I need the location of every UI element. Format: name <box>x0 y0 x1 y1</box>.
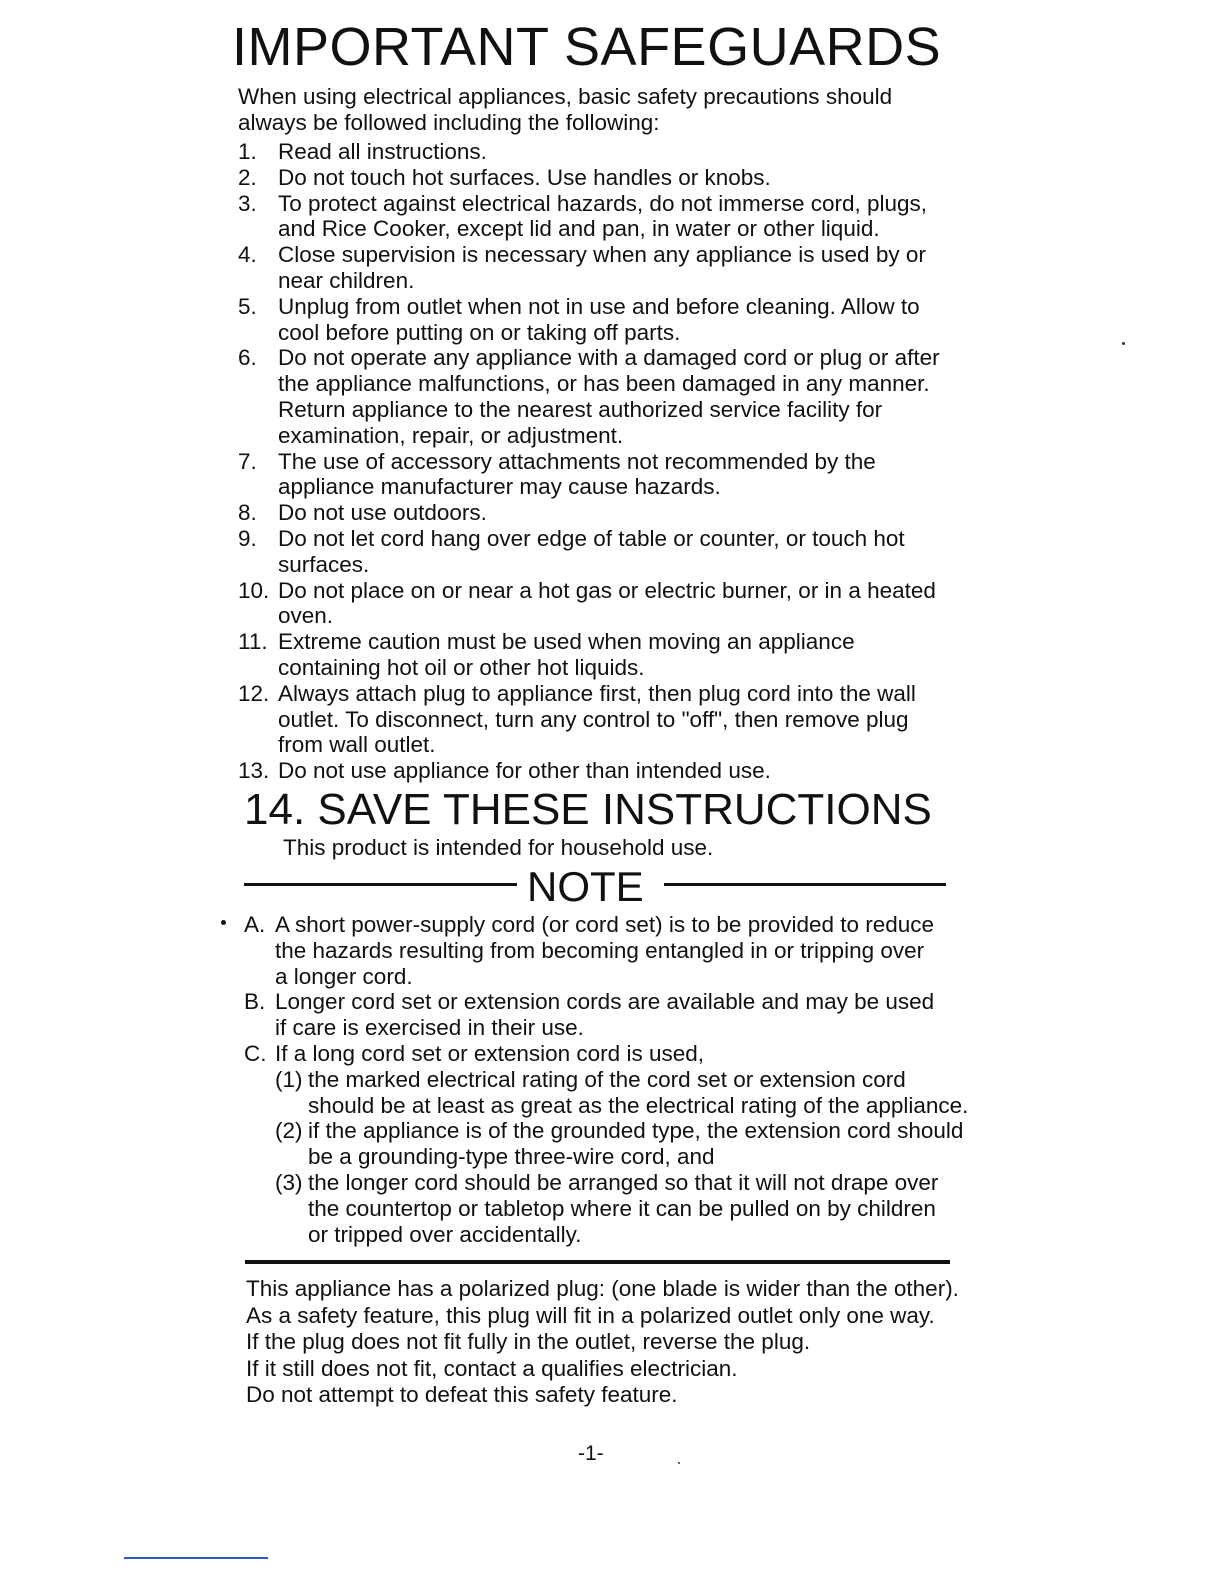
note-subitem-text: if the appliance is of the grounded type, the extension cord should <box>308 1118 964 1144</box>
scan-speck <box>678 1462 680 1464</box>
bullet-mark <box>221 920 226 925</box>
list-item-number: 8. <box>238 500 257 526</box>
intro-paragraph <box>238 84 958 136</box>
list-item <box>238 449 968 501</box>
list-item-text: Unplug from outlet when not in use and before cleaning. Allow to <box>278 293 920 319</box>
list-item-number: 2. <box>238 164 257 190</box>
list-item <box>238 242 968 294</box>
list-item-text: Do not operate any appliance with a damaged cord or plug or after <box>278 345 940 371</box>
list-item-text: near children. <box>278 267 415 293</box>
list-item <box>238 165 968 191</box>
list-item-number: 5. <box>238 293 257 319</box>
list-item-number: 12. <box>238 680 270 706</box>
note-divider-left <box>244 883 517 886</box>
list-item-text: Close supervision is necessary when any appliance is used by or <box>278 242 926 268</box>
list-item-number: 9. <box>238 525 257 551</box>
note-subitem <box>275 1066 969 1119</box>
note-divider-right <box>664 883 946 886</box>
list-item-text: outlet. To disconnect, turn any control to "off", then remove plug <box>278 706 909 732</box>
note-subitem-text: should be at least as great as the electrical rating of the appliance. <box>308 1092 969 1118</box>
list-item-number: 7. <box>238 448 257 474</box>
list-item-text: from wall outlet. <box>278 732 436 758</box>
list-item <box>238 500 968 526</box>
note-heading: NOTE <box>527 863 644 910</box>
intro-line: always be followed including the following: <box>238 110 660 135</box>
list-item-text: Return appliance to the nearest authorized service facility for <box>278 396 883 422</box>
polarized-line: If the plug does not fit fully in the outlet, reverse the plug. <box>246 1329 811 1354</box>
list-item <box>238 681 968 758</box>
scan-artifact-line <box>124 1557 268 1559</box>
polarized-line: As a safety feature, this plug will fit in a polarized outlet only one way. <box>246 1302 935 1328</box>
list-item <box>238 578 968 630</box>
note-item-letter: C. <box>244 1040 267 1066</box>
note-subitem-number: (2) <box>275 1118 303 1144</box>
note-item-text: If a long cord set or extension cord is used, <box>275 1040 704 1066</box>
note-subitem-text: the marked electrical rating of the cord set or extension cord <box>308 1066 906 1092</box>
note-subitem <box>275 1170 964 1247</box>
list-item <box>238 758 968 784</box>
list-item-text: Read all instructions. <box>278 139 487 164</box>
note-subitem-text: be a grounding-type three-wire cord, and <box>308 1144 715 1170</box>
list-item <box>238 526 968 578</box>
note-subitem-text: or tripped over accidentally. <box>308 1221 582 1247</box>
list-item-text: Always attach plug to appliance first, then plug cord into the wall <box>278 680 916 706</box>
note-item-text: A short power-supply cord (or cord set) is to be provided to reduce <box>275 912 935 937</box>
list-item-text: oven. <box>278 603 334 629</box>
list-item-text: Do not let cord hang over edge of table or counter, or touch hot <box>278 525 905 551</box>
page-title: IMPORTANT SAFEGUARDS <box>232 17 942 77</box>
list-item-text: Do not use outdoors. <box>278 500 487 526</box>
polarized-line: If it still does not fit, contact a qualifies electrician. <box>246 1355 738 1381</box>
polarized-plug-paragraph <box>246 1276 966 1409</box>
list-item-number: 3. <box>238 190 257 216</box>
list-item-text: Do not use appliance for other than intended use. <box>278 758 771 784</box>
note-item-text: a longer cord. <box>275 963 413 989</box>
list-item-number: 1. <box>238 139 257 164</box>
safeguards-list <box>238 139 968 784</box>
list-item-number: 4. <box>238 242 257 268</box>
note-item <box>244 989 964 1041</box>
page-number: -1- <box>578 1442 604 1465</box>
list-item-text: examination, repair, or adjustment. <box>278 422 624 448</box>
list-item-number: 11. <box>238 629 268 655</box>
list-item-text: Do not touch hot surfaces. Use handles or knobs. <box>278 164 771 190</box>
list-item-text: the appliance malfunctions, or has been damaged in any manner. <box>278 371 930 397</box>
list-item-number: 13. <box>238 758 270 784</box>
list-item <box>238 345 968 448</box>
note-item-letter: A. <box>244 912 266 937</box>
note-list <box>244 912 969 1247</box>
list-item-text: and Rice Cooker, except lid and pan, in water or other liquid. <box>278 216 880 242</box>
save-instructions-heading: 14. SAVE THESE INSTRUCTIONS <box>244 785 932 834</box>
note-item <box>244 1041 964 1067</box>
note-item-letter: B. <box>244 989 266 1015</box>
note-item <box>244 912 964 989</box>
note-subitem-text: the countertop or tabletop where it can be pulled on by children <box>308 1195 936 1221</box>
list-item-number: 10. <box>238 577 270 603</box>
note-item-text: Longer cord set or extension cords are available and may be used <box>275 989 935 1015</box>
polarized-line: Do not attempt to defeat this safety feature. <box>246 1382 678 1407</box>
list-item <box>238 629 968 681</box>
list-item-text: surfaces. <box>278 551 370 577</box>
note-subitem-number: (1) <box>275 1066 303 1092</box>
list-item-text: To protect against electrical hazards, do not immerse cord, plugs, <box>278 190 928 216</box>
list-item-text: containing hot oil or other hot liquids. <box>278 654 645 680</box>
list-item-text: Do not place on or near a hot gas or electric burner, or in a heated <box>278 577 936 603</box>
note-item-text: if care is exercised in their use. <box>275 1015 584 1041</box>
list-item <box>238 139 968 165</box>
list-item <box>238 191 968 243</box>
intro-line: When using electrical appliances, basic safety precautions should <box>238 84 893 109</box>
note-subitems <box>244 1066 969 1248</box>
household-use-text: This product is intended for household use. <box>283 835 714 860</box>
scan-speck <box>1122 342 1125 345</box>
note-subitem <box>275 1118 964 1170</box>
note-item-text: the hazards resulting from becoming entangled in or tripping over <box>275 937 925 963</box>
list-item <box>238 294 968 346</box>
polarized-line: This appliance has a polarized plug: (one blade is wider than the other). <box>246 1276 959 1301</box>
note-subitem-text: the longer cord should be arranged so that it will not drape over <box>308 1169 939 1195</box>
list-item-number: 6. <box>238 345 257 371</box>
list-item-text: cool before putting on or taking off parts. <box>278 319 681 345</box>
note-subitem-number: (3) <box>275 1169 303 1195</box>
list-item-text: appliance manufacturer may cause hazards. <box>278 474 721 500</box>
section-divider <box>245 1260 950 1264</box>
list-item-text: Extreme caution must be used when moving an appliance <box>278 629 855 655</box>
list-item-text: The use of accessory attachments not recommended by the <box>278 448 876 474</box>
